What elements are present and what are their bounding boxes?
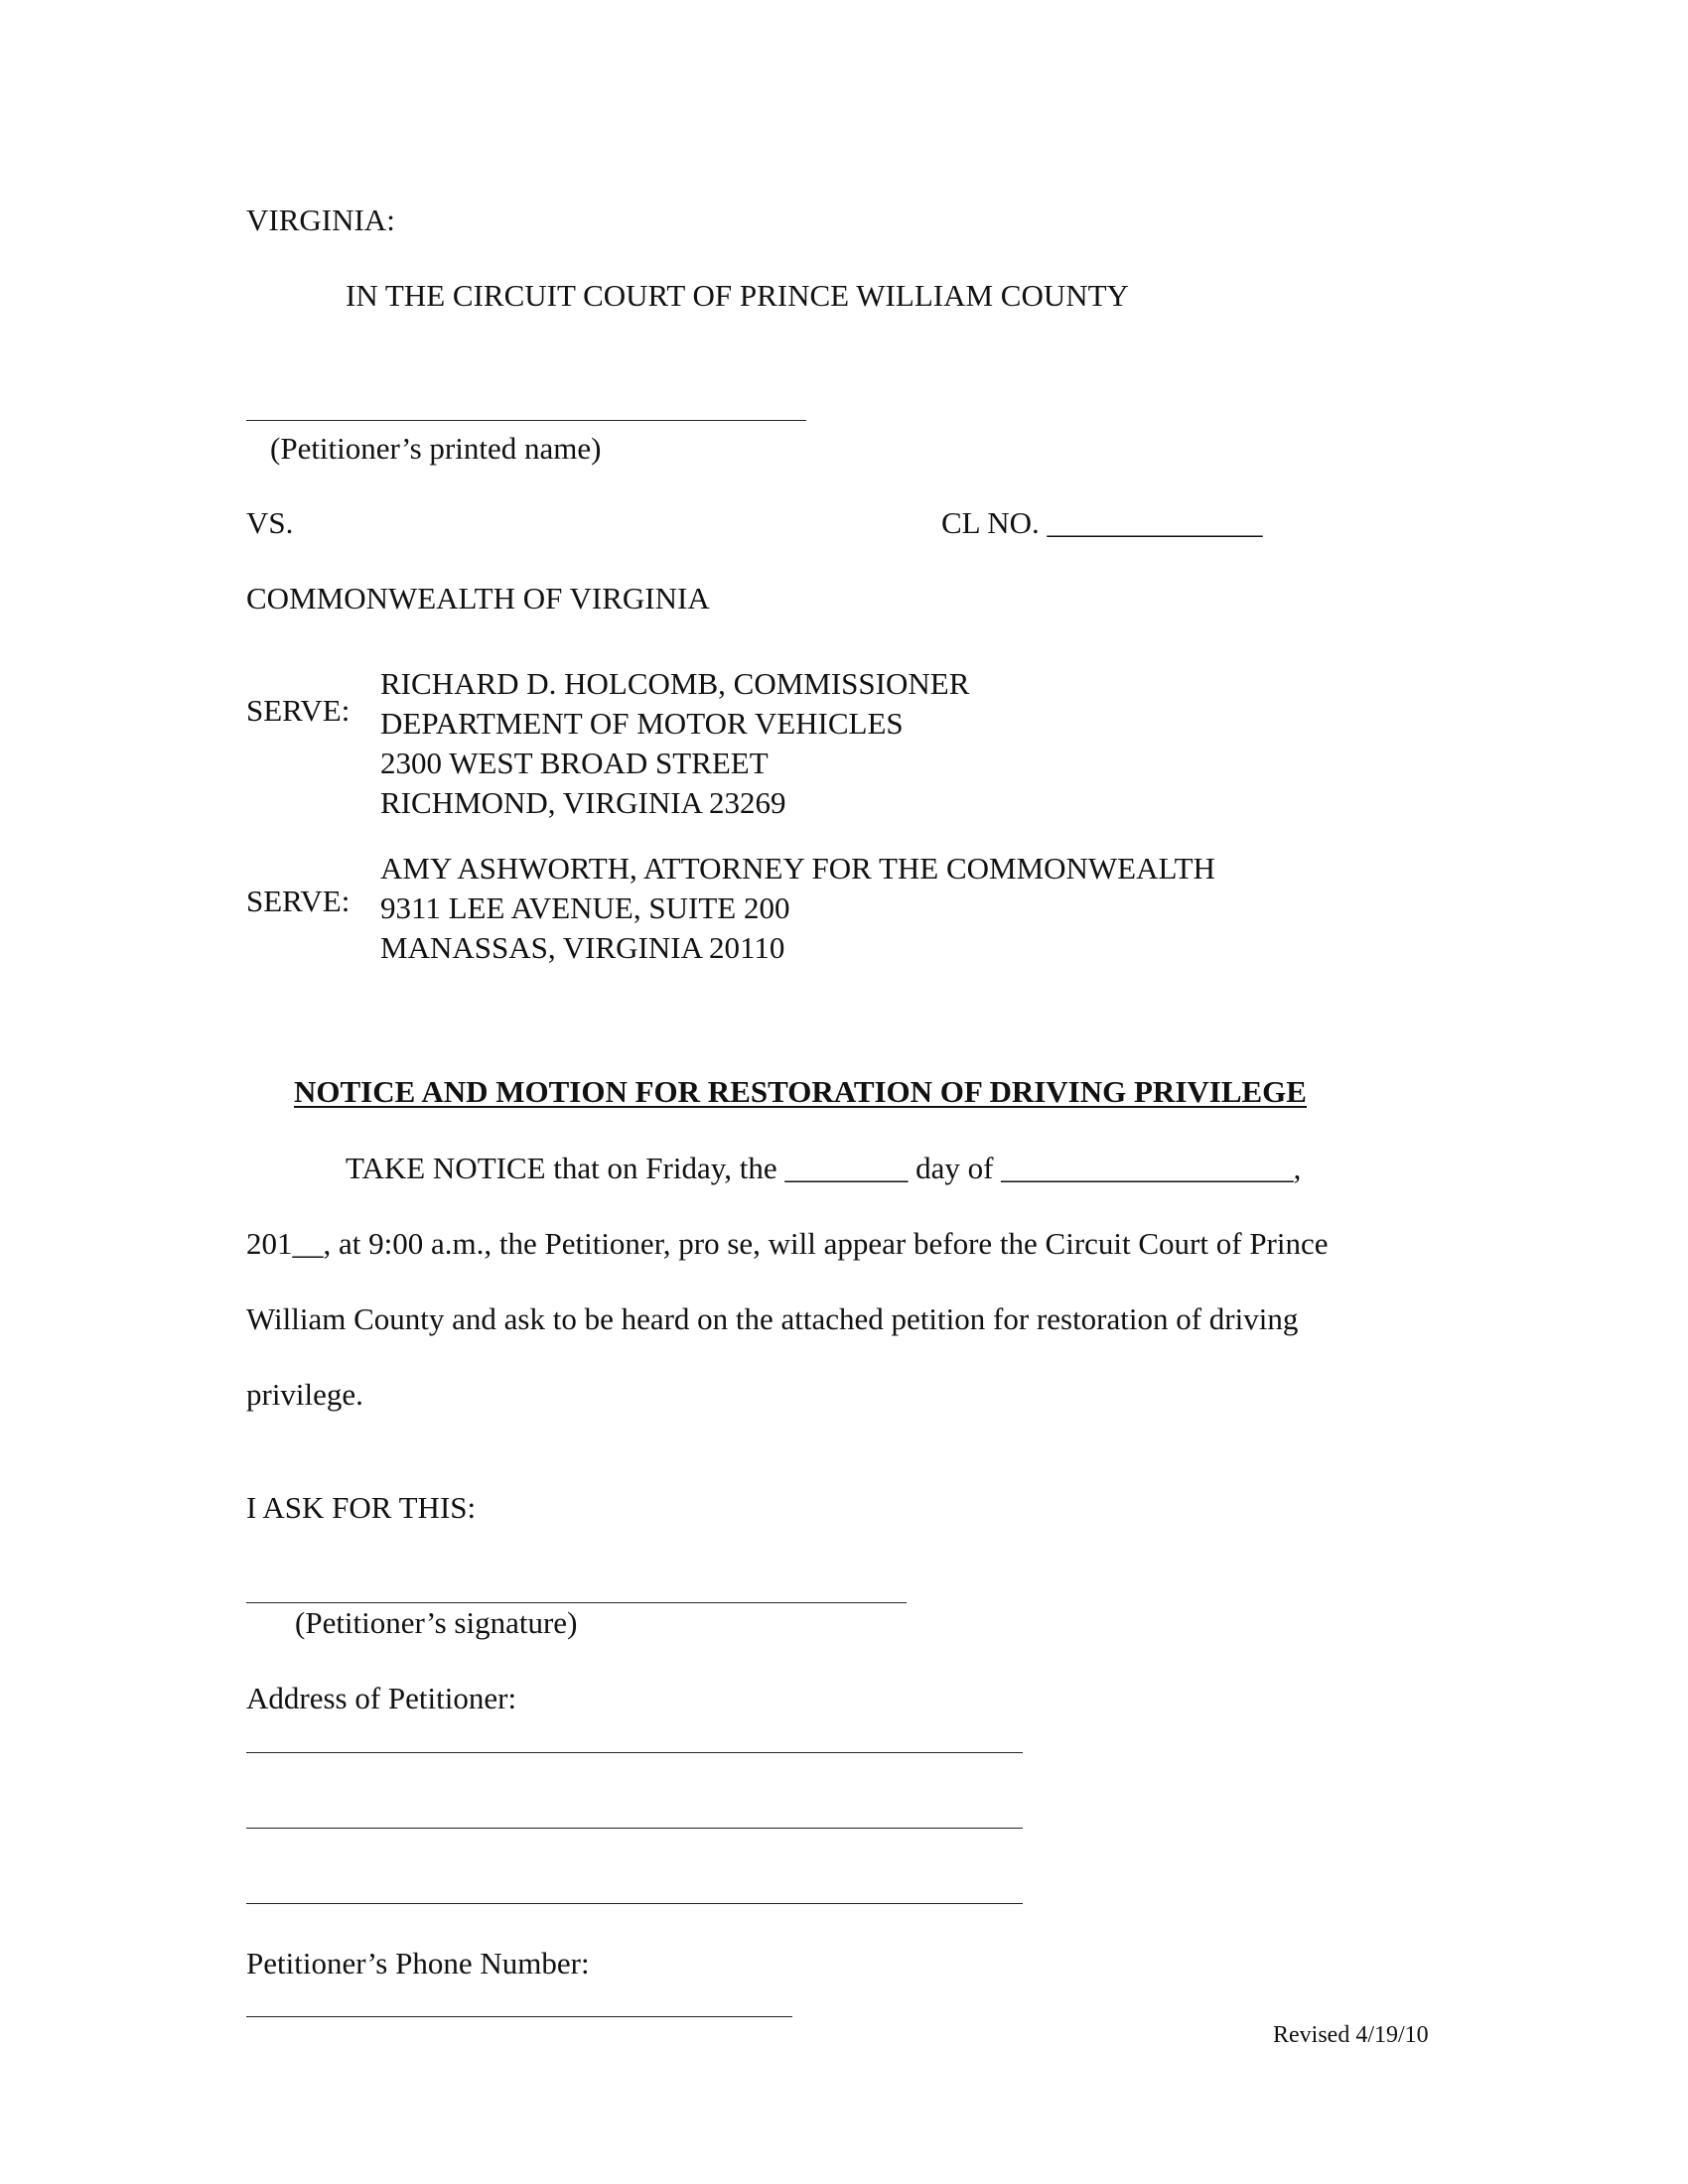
revision-date: Revised 4/19/10 xyxy=(1273,2022,1429,2048)
notice-line-3: William County and ask to be heard on the attached petition for restoration of driving xyxy=(246,1301,1299,1336)
serve-1-line-4: RICHMOND, VIRGINIA 23269 xyxy=(380,785,786,820)
vs-label: VS. xyxy=(246,505,294,540)
notice-title: NOTICE AND MOTION FOR RESTORATION OF DRIVING PRIVILEGE xyxy=(294,1074,1307,1109)
notice-line-2: 201__, at 9:00 a.m., the Petitioner, pro se, will appear before the Circuit Court of Prince xyxy=(246,1226,1329,1261)
phone-label: Petitioner’s Phone Number: xyxy=(246,1946,590,1980)
state-heading: VIRGINIA: xyxy=(246,203,395,237)
address-line-2[interactable] xyxy=(246,1828,1023,1829)
serve-label-1: SERVE: xyxy=(246,693,351,728)
court-heading: IN THE CIRCUIT COURT OF PRINCE WILLIAM COUNTY xyxy=(346,278,1129,313)
case-number-field[interactable]: CL NO. ______________ xyxy=(941,505,1263,540)
signature-caption: (Petitioner’s signature) xyxy=(295,1605,578,1640)
serve-2-line-1: AMY ASHWORTH, ATTORNEY FOR THE COMMONWEALTH xyxy=(380,851,1215,886)
address-label: Address of Petitioner: xyxy=(246,1681,517,1715)
phone-line[interactable] xyxy=(246,2016,792,2017)
serve-2-line-2: 9311 LEE AVENUE, SUITE 200 xyxy=(380,890,790,925)
petitioner-name-caption: (Petitioner’s printed name) xyxy=(270,431,602,466)
serve-label-2: SERVE: xyxy=(246,884,351,918)
signature-line[interactable] xyxy=(246,1602,907,1603)
serve-1-line-3: 2300 WEST BROAD STREET xyxy=(380,746,769,780)
serve-1-line-2: DEPARTMENT OF MOTOR VEHICLES xyxy=(380,706,904,741)
ask-for-this: I ASK FOR THIS: xyxy=(246,1490,477,1525)
respondent-name: COMMONWEALTH OF VIRGINIA xyxy=(246,581,710,615)
notice-line-1: TAKE NOTICE that on Friday, the ________ day of ___________________, xyxy=(346,1151,1302,1185)
petitioner-name-line[interactable] xyxy=(246,420,806,421)
notice-line-4: privilege. xyxy=(246,1377,363,1412)
serve-2-line-3: MANASSAS, VIRGINIA 20110 xyxy=(380,930,785,965)
address-line-1[interactable] xyxy=(246,1752,1023,1753)
serve-1-line-1: RICHARD D. HOLCOMB, COMMISSIONER xyxy=(380,666,970,701)
address-line-3[interactable] xyxy=(246,1903,1023,1904)
